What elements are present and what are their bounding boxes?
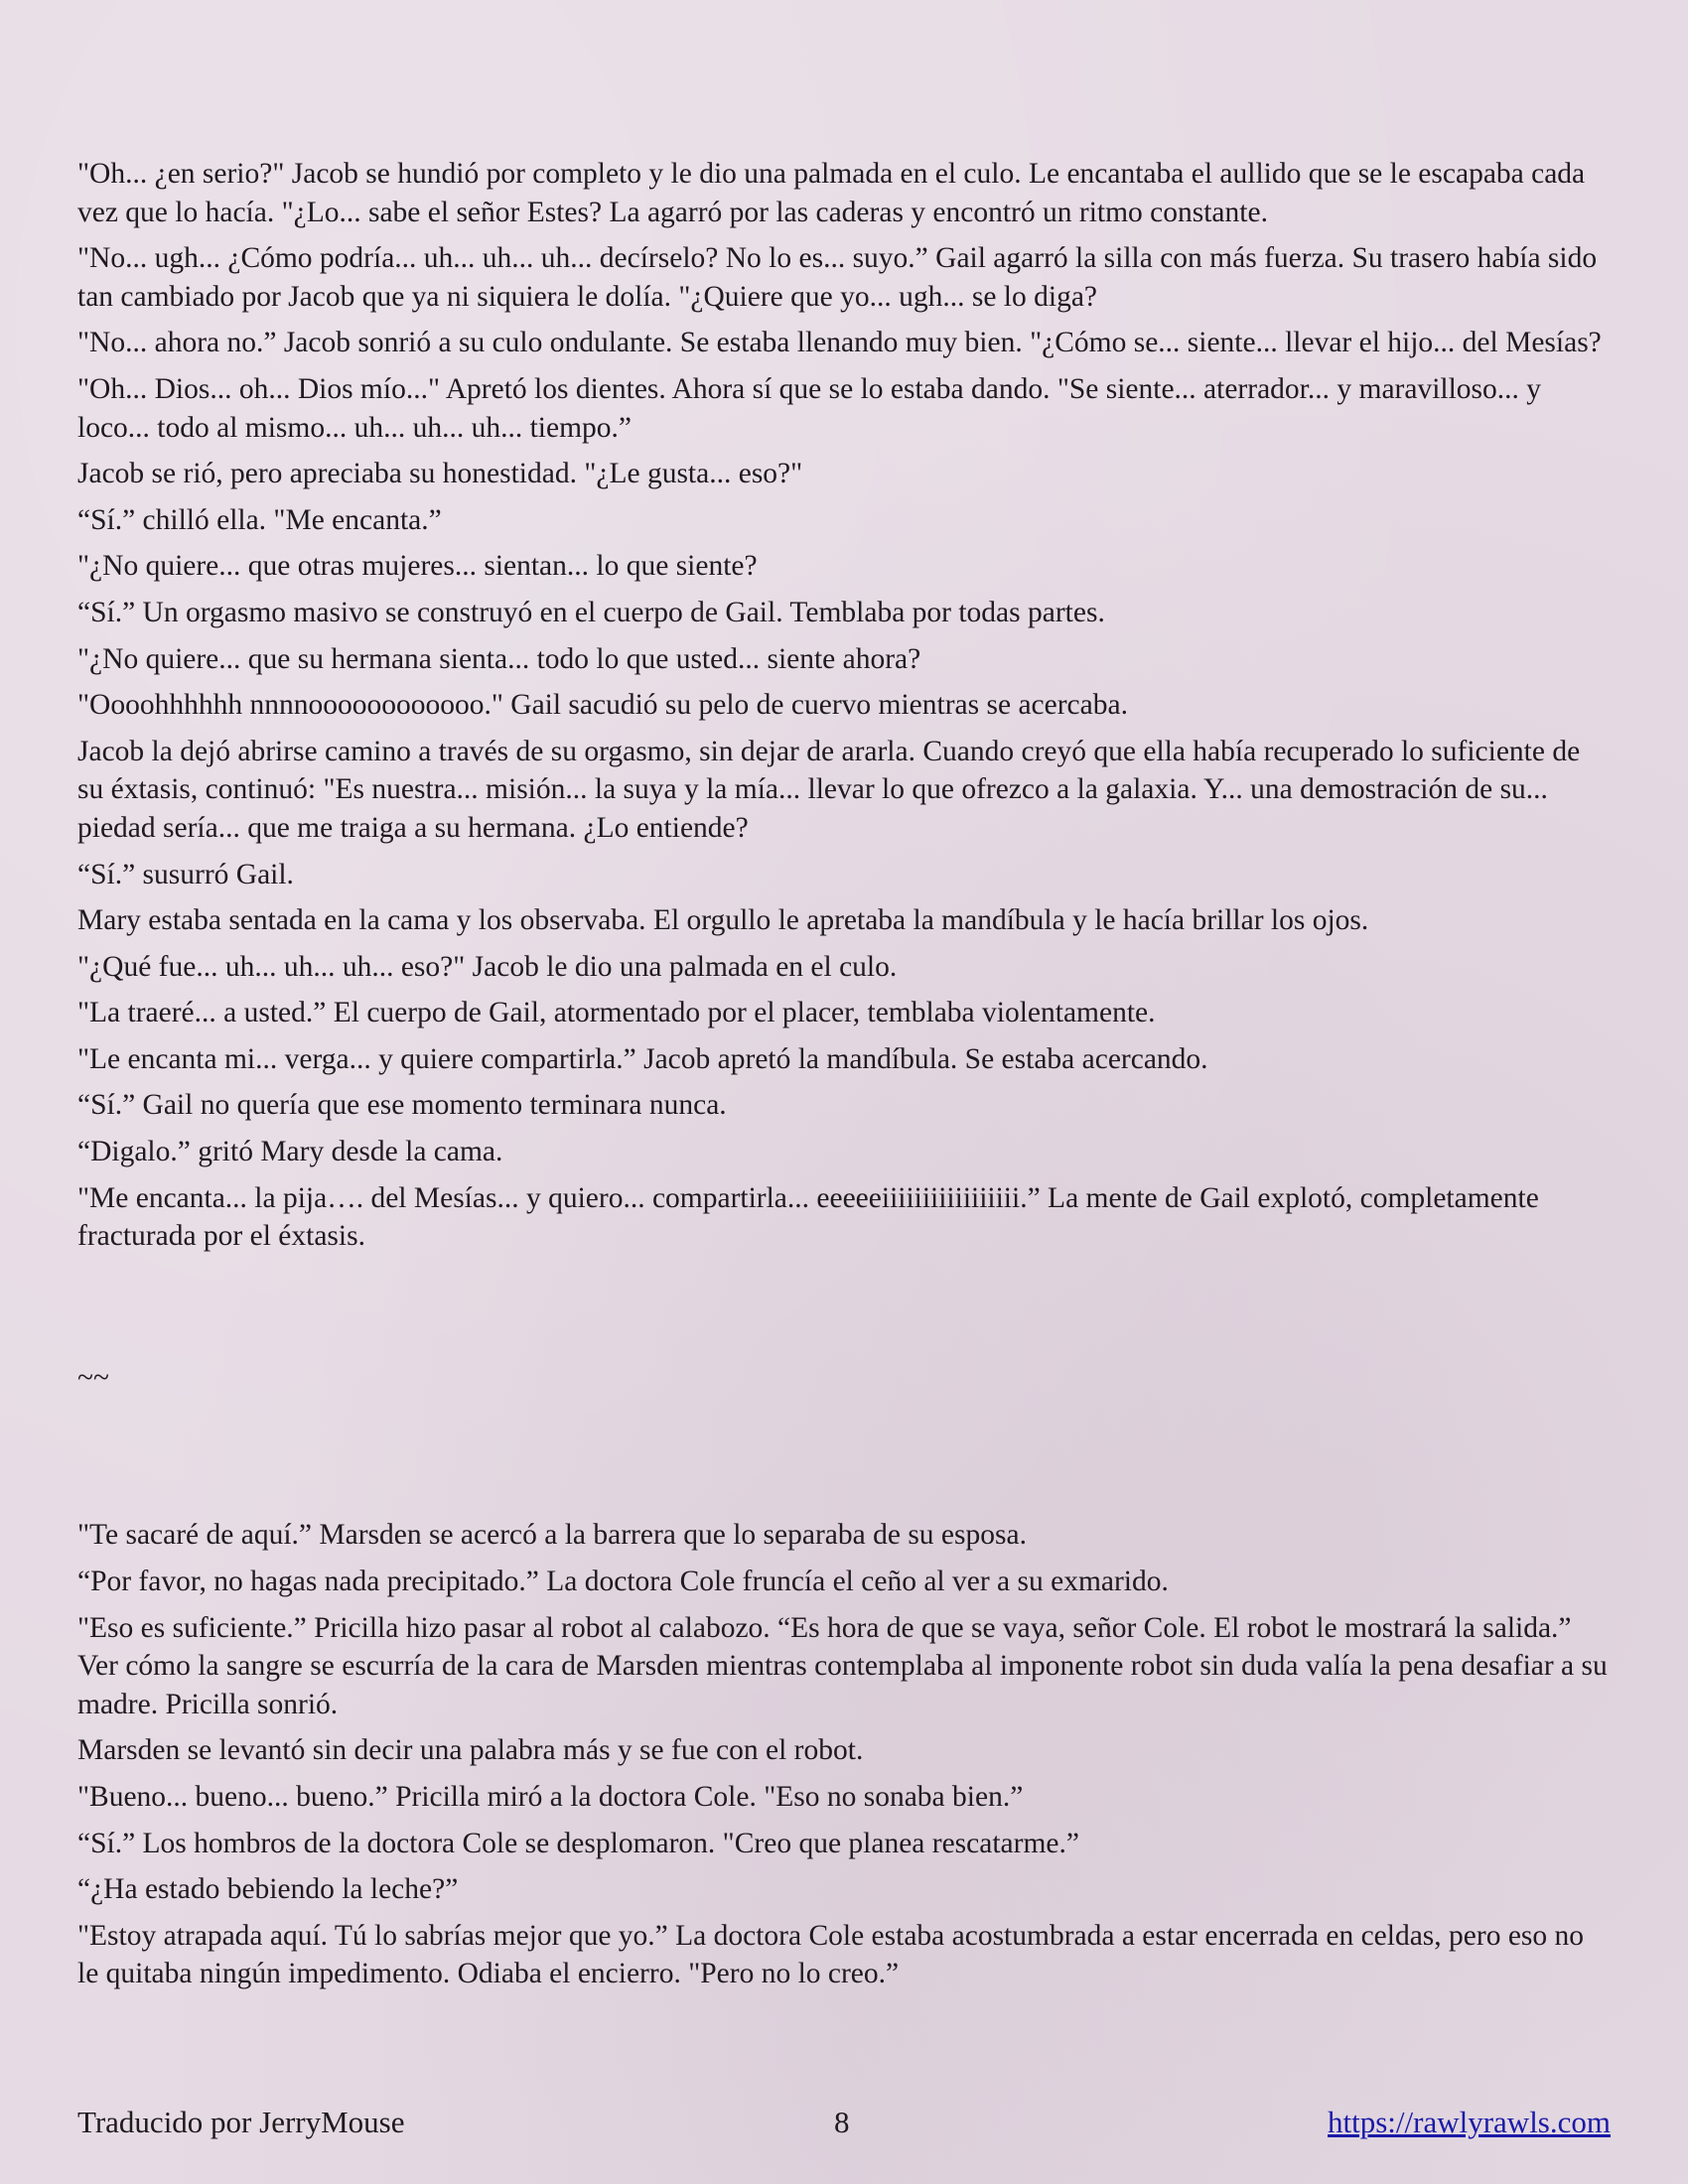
paragraph: "¿No quiere... que otras mujeres... sientan... lo que siente? xyxy=(77,550,758,583)
paragraph: “Por favor, no hagas nada precipitado.” La doctora Cole fruncía el ceño al ver a su exmarido. xyxy=(77,1566,1169,1598)
paragraph: "La traeré... a usted.” El cuerpo de Gail, atormentado por el placer, temblaba violentamente. xyxy=(77,997,1156,1029)
paragraph: "Oh... ¿en serio?" Jacob se hundió por completo y le dio una palmada en el culo. Le encantaba el aullido que se le escapaba cada vez que lo hacía. "¿Lo... sabe el señor Estes? La agarró por las caderas y encontró un ritmo constante. xyxy=(77,158,1586,228)
paragraph: "Eso es suficiente.” Pricilla hizo pasar al robot al calabozo. “Es hora de que se vaya, señor Cole. El robot le mostrará la salida.” Ver cómo la sangre se escurría de la cara de Marsden mientras contemplaba al imponente robot sin duda valía la pena desafiar a su madre. Pricilla sonrió. xyxy=(77,1611,1608,1720)
paragraph: “¿Ha estado bebiendo la leche?” xyxy=(77,1873,459,1906)
paragraph: “Sí.” susurró Gail. xyxy=(77,858,294,890)
paragraph: "¿Qué fue... uh... uh... uh... eso?" Jacob le dio una palmada en el culo. xyxy=(77,950,898,983)
page-number: 8 xyxy=(834,2105,850,2139)
translator-credit: Traducido por JerryMouse xyxy=(77,2105,405,2139)
paragraph: “Sí.” Gail no quería que ese momento terminara nunca. xyxy=(77,1089,727,1122)
paragraph: Marsden se levantó sin decir una palabra más y se fue con el robot. xyxy=(77,1734,864,1767)
paragraph: "Oh... Dios... oh... Dios mío..." Apretó los dientes. Ahora sí que se lo estaba dando. "Se siente... aterrador... y maravilloso... y loco... todo al mismo... uh... uh... uh... tiempo.” xyxy=(77,372,1542,444)
website-link[interactable]: https://rawlyrawls.com xyxy=(1328,2105,1611,2139)
paragraph: "No... ugh... ¿Cómo podría... uh... uh... uh... decírselo? No lo es... suyo.” Gail agarró la silla con más fuerza. Su trasero había sido tan cambiado por Jacob que ya ni siquiera le dolía. "¿Quiere que yo... ugh... se lo diga? xyxy=(77,242,1598,313)
paragraph: "Me encanta... la pija…. del Mesías... y quiero... compartirla... eeeeeiiiiiiiiiiiiiiiii.” La mente de Gail explotó, completamente fracturada por el éxtasis. xyxy=(77,1181,1539,1253)
paragraph: "Bueno... bueno... bueno.” Pricilla miró a la doctora Cole. "Eso no sonaba bien.” xyxy=(77,1781,1024,1813)
paragraph: "¿No quiere... que su hermana sienta... todo lo que usted... siente ahora? xyxy=(77,642,921,675)
paragraph: Jacob la dejó abrirse camino a través de su orgasmo, sin dejar de ararla. Cuando creyó que ella había recuperado lo suficiente de su éxtasis, continuó: "Es nuestra... misión... la suya y la mía... llevar lo que ofrezco a la galaxia. Y... una demostración de su... piedad sería... que me traiga a su hermana. ¿Lo entiende? xyxy=(77,735,1581,844)
page-body xyxy=(77,155,1612,2001)
paragraph: "Le encanta mi... verga... y quiere compartirla.” Jacob apretó la mandíbula. Se estaba acercando. xyxy=(77,1042,1208,1075)
paragraph: “Sí.” chilló ella. "Me encanta.” xyxy=(77,503,442,536)
section-spacer xyxy=(77,1405,1612,1516)
paragraph: “Digalo.” gritó Mary desde la cama. xyxy=(77,1136,503,1168)
paragraph: “Sí.” Los hombros de la doctora Cole se desplomaron. "Creo que planea rescatarme.” xyxy=(77,1827,1079,1859)
paragraph: "Estoy atrapada aquí. Tú lo sabrías mejor que yo.” La doctora Cole estaba acostumbrada a estar encerrada en celdas, pero eso no le quitaba ningún impedimento. Odiaba el encierro. "Pero no lo creo.” xyxy=(77,1919,1585,1990)
page-footer xyxy=(77,2103,1611,2142)
paragraph: Jacob se rió, pero apreciaba su honestidad. "¿Le gusta... eso?" xyxy=(77,458,803,490)
section-spacer xyxy=(77,1264,1612,1359)
paragraph: "Te sacaré de aquí.” Marsden se acercó a la barrera que lo separaba de su esposa. xyxy=(77,1519,1027,1552)
section-separator: ~~ xyxy=(77,1361,109,1394)
paragraph: “Sí.” Un orgasmo masivo se construyó en el cuerpo de Gail. Temblaba por todas partes. xyxy=(77,596,1105,628)
paragraph: Mary estaba sentada en la cama y los observaba. El orgullo le apretaba la mandíbula y le hacía brillar los ojos. xyxy=(77,904,1369,937)
paragraph: "No... ahora no.” Jacob sonrió a su culo ondulante. Se estaba llenando muy bien. "¿Cómo se... siente... llevar el hijo... del Mesías? xyxy=(77,327,1602,359)
paragraph: "Oooohhhhhh nnnnoooooooooooo." Gail sacudió su pelo de cuervo mientras se acercaba. xyxy=(77,689,1128,722)
